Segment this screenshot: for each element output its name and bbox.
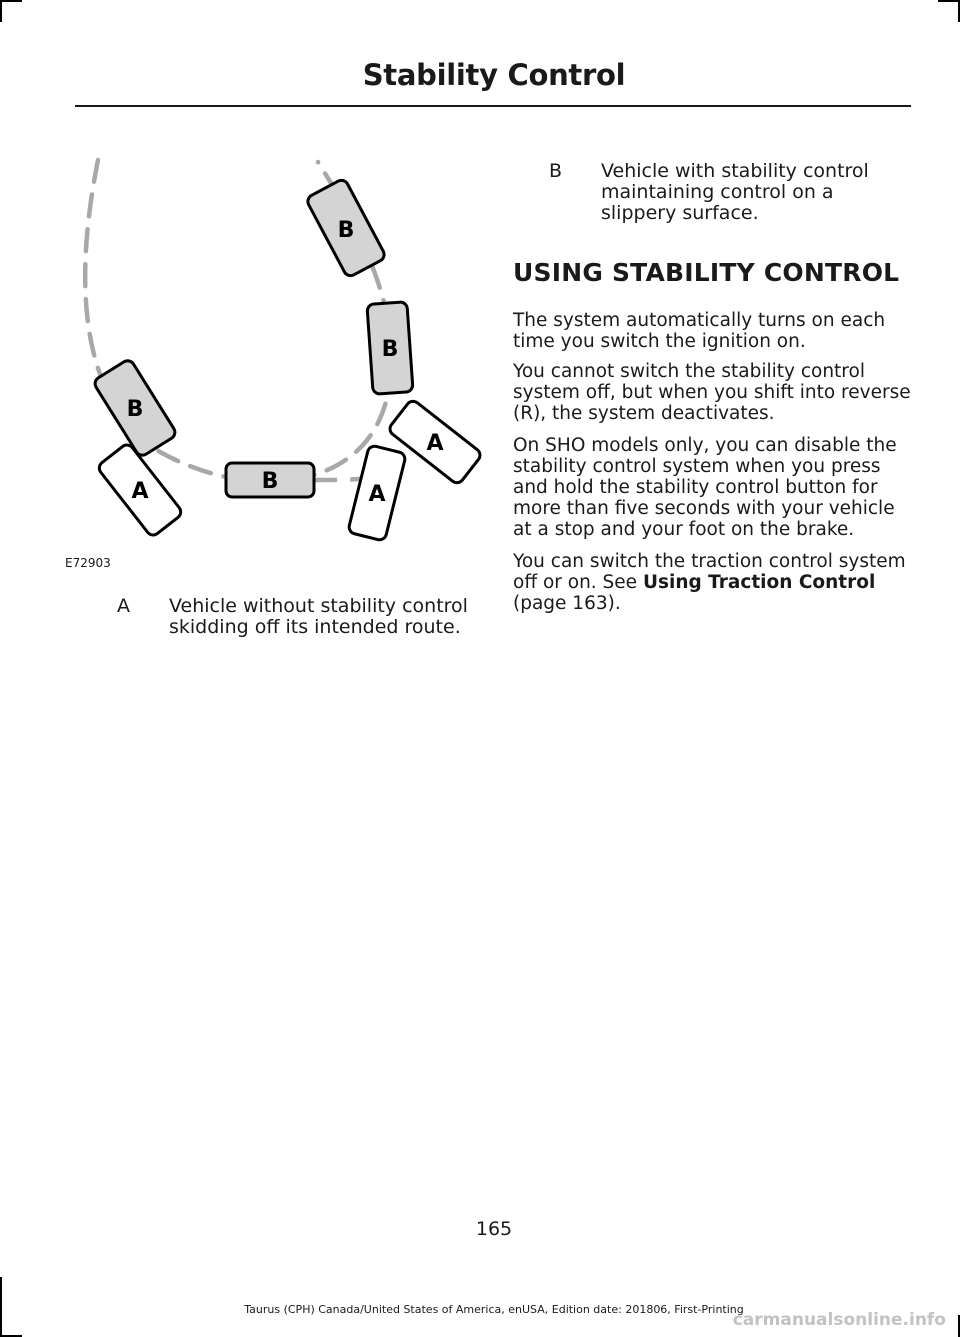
- legend-key: A: [117, 595, 130, 617]
- legend-key: B: [549, 160, 563, 182]
- vehicle-label: B: [261, 469, 279, 494]
- vehicle-b-top: [305, 178, 386, 278]
- crop-mark: [0, 0, 2, 22]
- vehicle-label: A: [131, 479, 149, 504]
- page-title: Stability Control: [362, 58, 626, 92]
- vehicle-label: B: [337, 218, 355, 243]
- page-number: 165: [475, 1218, 513, 1240]
- section-heading: USING STABILITY CONTROL: [513, 258, 900, 287]
- vehicle-b-left: [92, 358, 177, 458]
- vehicle-label: B: [381, 337, 399, 362]
- paragraph: On SHO models only, you can disable the stability control system when you press and hold the stability control button for more than five seconds with your vehicle at a stop and your foot on the brake.: [513, 435, 897, 540]
- paragraph-text: (page 163).: [513, 593, 621, 614]
- vehicle-b-right: [367, 302, 413, 395]
- vehicle-b-bottom: [226, 463, 314, 497]
- figure-code: E72903: [65, 556, 111, 570]
- vehicle-label: B: [126, 397, 144, 422]
- vehicle-a-bottom: [348, 445, 407, 542]
- footer-text: Taurus (CPH) Canada/United States of America, enUSA, Edition date: 201806, First-Printing: [244, 1303, 744, 1316]
- watermark: carmanualsonline.info: [732, 1310, 946, 1330]
- paragraph-traction: [513, 551, 913, 614]
- header-divider: [75, 105, 911, 107]
- traction-control-link[interactable]: Using Traction Control: [642, 572, 876, 593]
- paragraph: The system automatically turns on each time you switch the ignition on.: [513, 310, 886, 352]
- stability-diagram: [60, 150, 490, 570]
- legend-text: Vehicle without stability control skidding off its intended route.: [169, 595, 468, 638]
- paragraph: You cannot switch the stability control system off, but when you shift into reverse (R), the system deactivates.: [513, 361, 911, 424]
- paragraph-text: You can switch the traction control system off or on. See: [513, 551, 906, 593]
- crop-mark: [938, 0, 960, 2]
- crop-mark: [0, 0, 22, 2]
- legend-text: Vehicle with stability control maintaining control on a slippery surface.: [601, 160, 869, 224]
- vehicle-label: A: [368, 482, 386, 507]
- vehicle-label: A: [426, 431, 444, 456]
